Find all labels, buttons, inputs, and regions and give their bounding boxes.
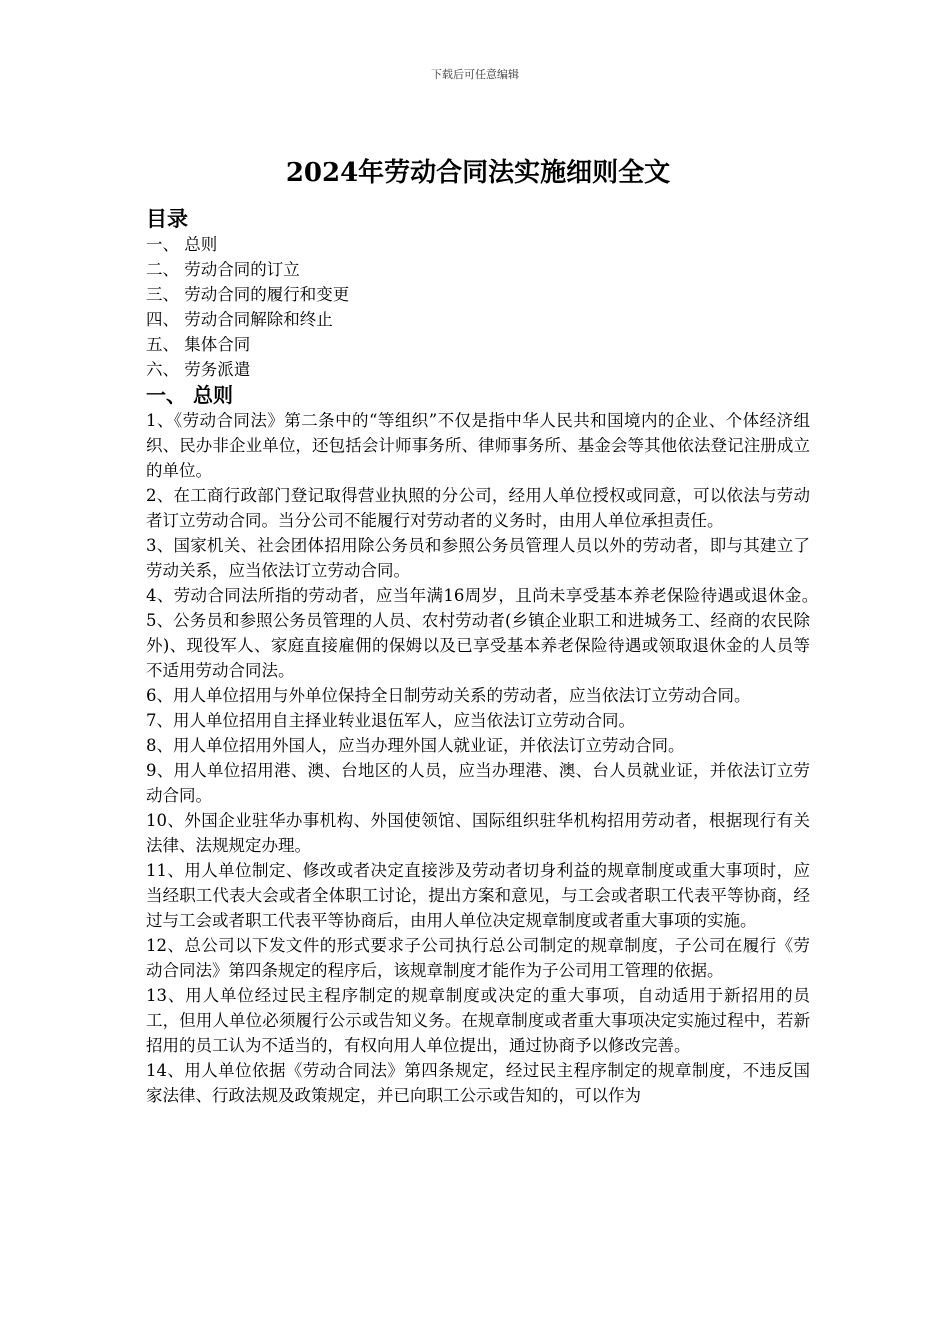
- toc-item: 一、 总则: [146, 235, 218, 254]
- toc-item: 四、 劳动合同解除和终止: [146, 310, 333, 329]
- document-title: 2024年劳动合同法实施细则全文: [285, 158, 671, 188]
- paragraph: 11、用人单位制定、修改或者决定直接涉及劳动者切身利益的规章制度或重大事项时，应当经职工代表大会或者全体职工讨论，提出方案和意见，与工会或者职工代表平等协商，经过与工会或者职工代表平等协商后，由用人单位决定规章制度或者重大事项的实施。: [146, 861, 810, 930]
- paragraph: 12、总公司以下发文件的形式要求子公司执行总公司制定的规章制度，子公司在履行《劳动合同法》第四条规定的程序后，该规章制度才能作为子公司用工管理的依据。: [146, 936, 810, 980]
- paragraph: 3、国家机关、社会团体招用除公务员和参照公务员管理人员以外的劳动者，即与其建立了劳动关系，应当依法订立劳动合同。: [146, 536, 810, 580]
- section-body: [146, 408, 832, 1108]
- toc-item: 五、 集体合同: [146, 335, 251, 354]
- paragraph: 4、劳动合同法所指的劳动者，应当年满16周岁，且尚未享受基本养老保险待遇或退休金。 5、公务员和参照公务员管理的人员、农村劳动者(乡镇企业职工和进城务工、经商的农民除外)、现役军人、家庭直接雇佣的保姆以及已享受基本养老保险待遇或领取退休金的人员等不适用劳动合同法。: [146, 586, 832, 680]
- paragraph: 2、在工商行政部门登记取得营业执照的分公司，经用人单位授权或同意，可以依法与劳动者订立劳动合同。当分公司不能履行对劳动者的义务时，由用人单位承担责任。: [146, 486, 810, 530]
- paragraph: 13、用人单位经过民主程序制定的规章制度或决定的重大事项，自动适用于新招用的员工，但用人单位必须履行公示或告知义务。在规章制度或者重大事项决定实施过程中，若新招用的员工认为不适当的，有权向用人单位提出，通过协商予以修改完善。: [146, 986, 810, 1055]
- toc-item: 六、 劳务派遣: [146, 360, 251, 379]
- toc-item: 三、 劳动合同的履行和变更: [146, 285, 350, 304]
- paragraph: 8、用人单位招用外国人，应当办理外国人就业证，并依法订立劳动合同。: [146, 736, 685, 755]
- table-of-contents: [146, 232, 810, 382]
- paragraph: 1、《劳动合同法》第二条中的“等组织”不仅是指中华人民共和国境内的企业、个体经济组织、民办非企业单位，还包括会计师事务所、律师事务所、基金会等其他依法登记注册成立的单位。: [146, 411, 810, 480]
- paragraph: 6、用人单位招用与外单位保持全日制劳动关系的劳动者，应当依法订立劳动合同。: [146, 686, 751, 705]
- paragraph: 7、用人单位招用自主择业转业退伍军人，应当依法订立劳动合同。: [146, 711, 635, 730]
- page-header: 下载后可任意编辑: [431, 68, 519, 81]
- document-page: [146, 150, 832, 1108]
- paragraph: 14、用人单位依据《劳动合同法》第四条规定，经过民主程序制定的规章制度，不违反国家法律、行政法规及政策规定，并已向职工公示或告知的，可以作为: [146, 1061, 810, 1105]
- toc-heading: 目录: [146, 207, 188, 231]
- section-heading: 一、 总则: [146, 383, 233, 407]
- toc-item: 二、 劳动合同的订立: [146, 260, 300, 279]
- paragraph: 10、外国企业驻华办事机构、外国使领馆、国际组织驻华机构招用劳动者，根据现行有关法律、法规规定办理。: [146, 811, 810, 855]
- paragraph: 9、用人单位招用港、澳、台地区的人员，应当办理港、澳、台人员就业证，并依法订立劳动合同。: [146, 761, 810, 805]
